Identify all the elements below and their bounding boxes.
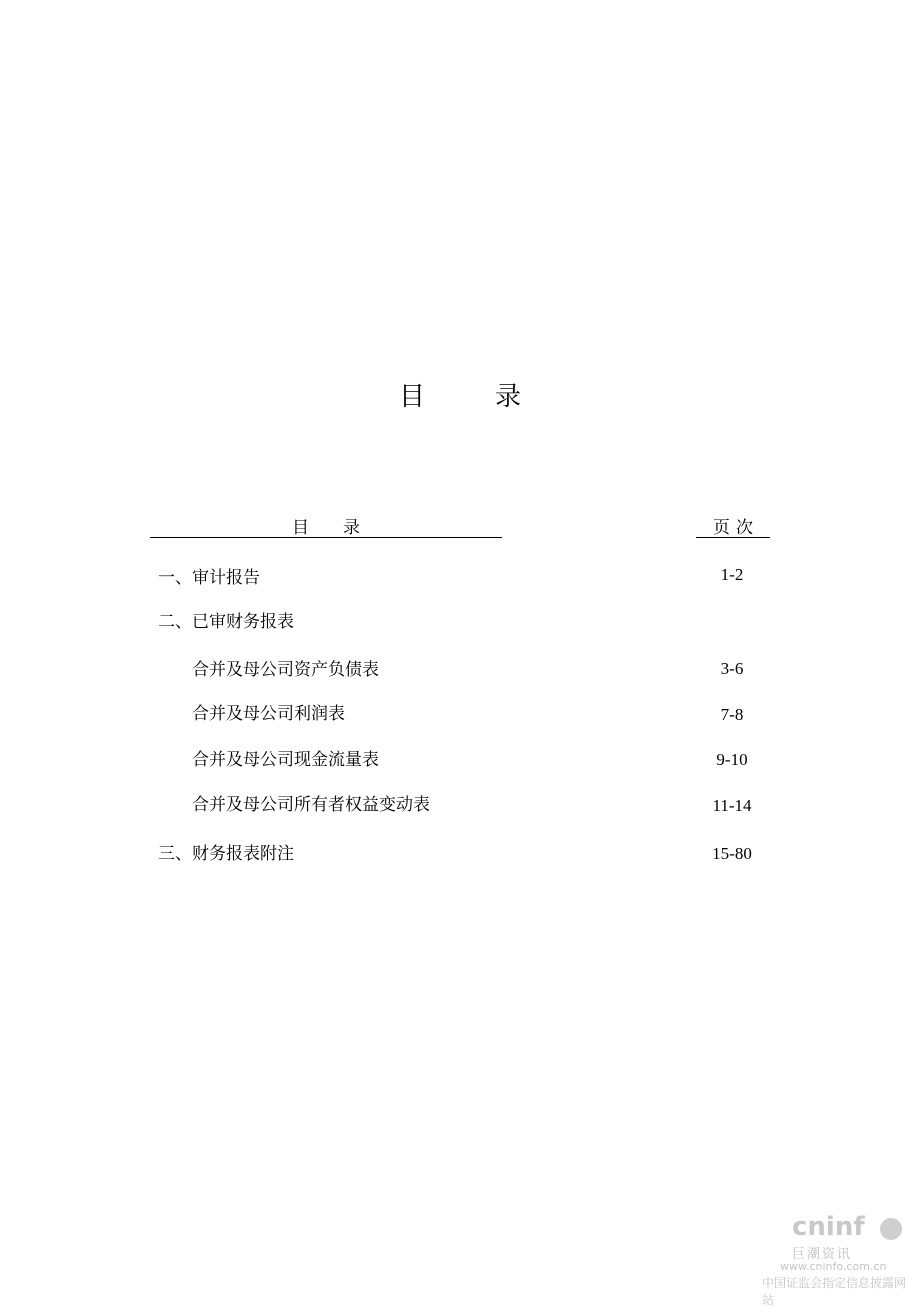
title-char-1: 目 xyxy=(398,382,425,412)
toc-page-equity-changes: 11-14 xyxy=(712,796,752,815)
toc-header-contents-char-1: 目 xyxy=(292,518,309,538)
toc-page-income-statement: 7-8 xyxy=(720,705,744,724)
toc-header-contents xyxy=(150,513,502,538)
page-title xyxy=(0,376,920,413)
toc-entry-balance-sheet: 合并及母公司资产负债表 xyxy=(192,660,379,680)
toc-entry-income-statement: 合并及母公司利润表 xyxy=(192,704,345,724)
title-char-2: 录 xyxy=(495,382,522,412)
cninfo-brand: cninf xyxy=(792,1212,865,1242)
toc-header-page xyxy=(696,513,770,538)
cninfo-swirl-icon xyxy=(880,1218,902,1240)
toc-entry-audited-statements: 二、已审财务报表 xyxy=(158,612,294,632)
toc-page-cash-flow: 9-10 xyxy=(716,750,748,769)
cninfo-footer: 中国证监会指定信息披露网站 xyxy=(762,1276,907,1307)
cninfo-brand-cn: 巨潮资讯 xyxy=(792,1247,853,1262)
toc-entry-audit-report: 一、审计报告 xyxy=(158,568,260,588)
toc-page-audit-report: 1-2 xyxy=(720,565,744,584)
cninfo-watermark-logo xyxy=(760,1212,915,1307)
toc-entry-notes: 三、财务报表附注 xyxy=(158,844,294,864)
toc-entry-equity-changes: 合并及母公司所有者权益变动表 xyxy=(192,795,430,815)
toc-header-page-char-1: 页 xyxy=(713,518,730,538)
toc-header-contents-char-2: 录 xyxy=(343,518,360,538)
toc-page-notes: 15-80 xyxy=(712,844,752,863)
cninfo-url: www.cninfo.com.cn xyxy=(780,1260,887,1273)
toc-header-page-char-2: 次 xyxy=(736,518,753,538)
toc-entry-cash-flow: 合并及母公司现金流量表 xyxy=(192,750,379,770)
toc-page-balance-sheet: 3-6 xyxy=(720,659,744,678)
